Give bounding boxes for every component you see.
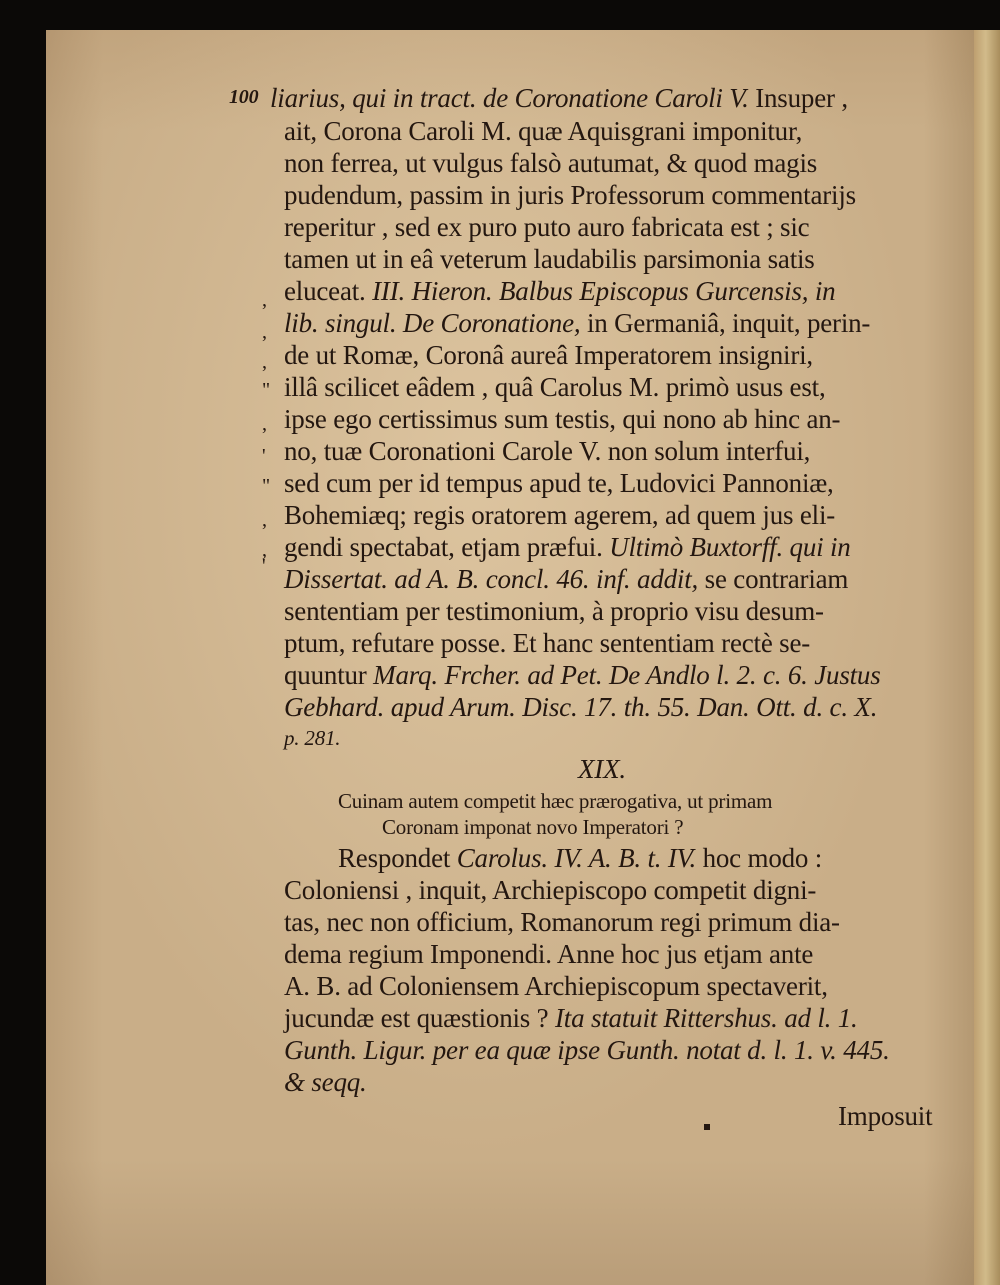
- text-line-9: de ut Romæ, Coronâ aureâ Imperatorem insigniri,: [284, 340, 813, 370]
- margin-quote-mark: ,: [262, 509, 267, 531]
- text-line-10: illâ scilicet eâdem , quâ Carolus M. primò usus est,: [284, 372, 826, 402]
- text-line-1: liarius, qui in tract. de Coronatione Caroli V. Insuper ,: [270, 83, 848, 113]
- text-line-6: tamen ut in eâ veterum laudabilis parsimonia satis: [284, 244, 815, 274]
- text-line-14: Bohemiæq; regis oratorem agerem, ad quem jus eli-: [284, 500, 836, 530]
- text-line-27: tas, nec non officium, Romanorum regi primum dia-: [284, 907, 840, 937]
- margin-quote-mark: ,: [262, 539, 267, 561]
- page-number: 100: [229, 86, 259, 108]
- margin-quote-mark: ,: [262, 351, 267, 373]
- text-line-16: Dissertat. ad A. B. concl. 46. inf. addit, se contrariam: [284, 564, 849, 594]
- text-line-13: sed cum per id tempus apud te, Ludovici Pannoniæ,: [284, 468, 834, 498]
- margin-quote-mark: ,: [262, 289, 267, 311]
- margin-quote-mark: ": [262, 475, 271, 497]
- margin-quote-mark: ": [262, 379, 271, 401]
- page-edge: [974, 30, 1000, 1285]
- text-line-11: ipse ego certissimus sum testis, qui nono ab hinc an-: [284, 404, 841, 434]
- text-line-32: & seqq.: [284, 1067, 367, 1097]
- ink-speck: [704, 1124, 710, 1130]
- section-question-line-2: Coronam imponat novo Imperatori ?: [382, 815, 684, 839]
- margin-quote-mark: ,: [262, 413, 267, 435]
- text-line-17: sententiam per testimonium, à proprio visu desum-: [284, 596, 824, 626]
- text-line-20: Gebhard. apud Arum. Disc. 17. th. 55. Dan. Ott. d. c. X.: [284, 692, 878, 722]
- text-line-29: A. B. ad Coloniensem Archiepiscopum spectaverit,: [284, 971, 828, 1001]
- text-line-5: reperitur , sed ex puro puto auro fabricata est ; sic: [284, 212, 810, 242]
- text-line-28: dema regium Imponendi. Anne hoc jus etjam ante: [284, 939, 814, 969]
- section-question-line-1: Cuinam autem competit hæc prærogativa, ut primam: [338, 789, 773, 813]
- text-line-8: lib. singul. De Coronatione, in Germaniâ, inquit, perin-: [284, 308, 871, 338]
- margin-quote-mark: ,: [262, 321, 267, 343]
- text-line-25: Respondet Carolus. IV. A. B. t. IV. hoc modo :: [338, 843, 823, 873]
- text-line-18: ptum, refutare posse. Et hanc sententiam rectè se-: [284, 628, 811, 658]
- text-line-19: quuntur Marq. Frcher. ad Pet. De Andlo l. 2. c. 6. Justus: [284, 660, 881, 690]
- text-line-12: no, tuæ Coronationi Carole V. non solum interfui,: [284, 436, 811, 466]
- section-heading: XIX.: [578, 754, 626, 784]
- margin-quote-mark: ': [262, 445, 266, 467]
- text-line-7: eluceat. III. Hieron. Balbus Episcopus Gurcensis, in: [284, 276, 836, 306]
- catchword: Imposuit: [838, 1101, 933, 1131]
- text-line-4: pudendum, passim in juris Professorum commentarijs: [284, 180, 856, 210]
- text-line-3: non ferrea, ut vulgus falsò autumat, & quod magis: [284, 148, 818, 178]
- margin-quote-mark: ': [262, 555, 266, 577]
- text-line-2: ait, Corona Caroli M. quæ Aquisgrani imponitur,: [284, 116, 803, 146]
- text-line-30: jucundæ est quæstionis ? Ita statuit Rittershus. ad l. 1.: [284, 1003, 858, 1033]
- text-line-26: Coloniensi , inquit, Archiepiscopo competit digni-: [284, 875, 817, 905]
- text-line-31: Gunth. Ligur. per ea quæ ipse Gunth. notat d. l. 1. v. 445.: [284, 1035, 890, 1065]
- text-line-21: p. 281.: [284, 726, 341, 750]
- text-line-15: gendi spectabat, etjam præfui. Ultimò Buxtorff. qui in: [284, 532, 851, 562]
